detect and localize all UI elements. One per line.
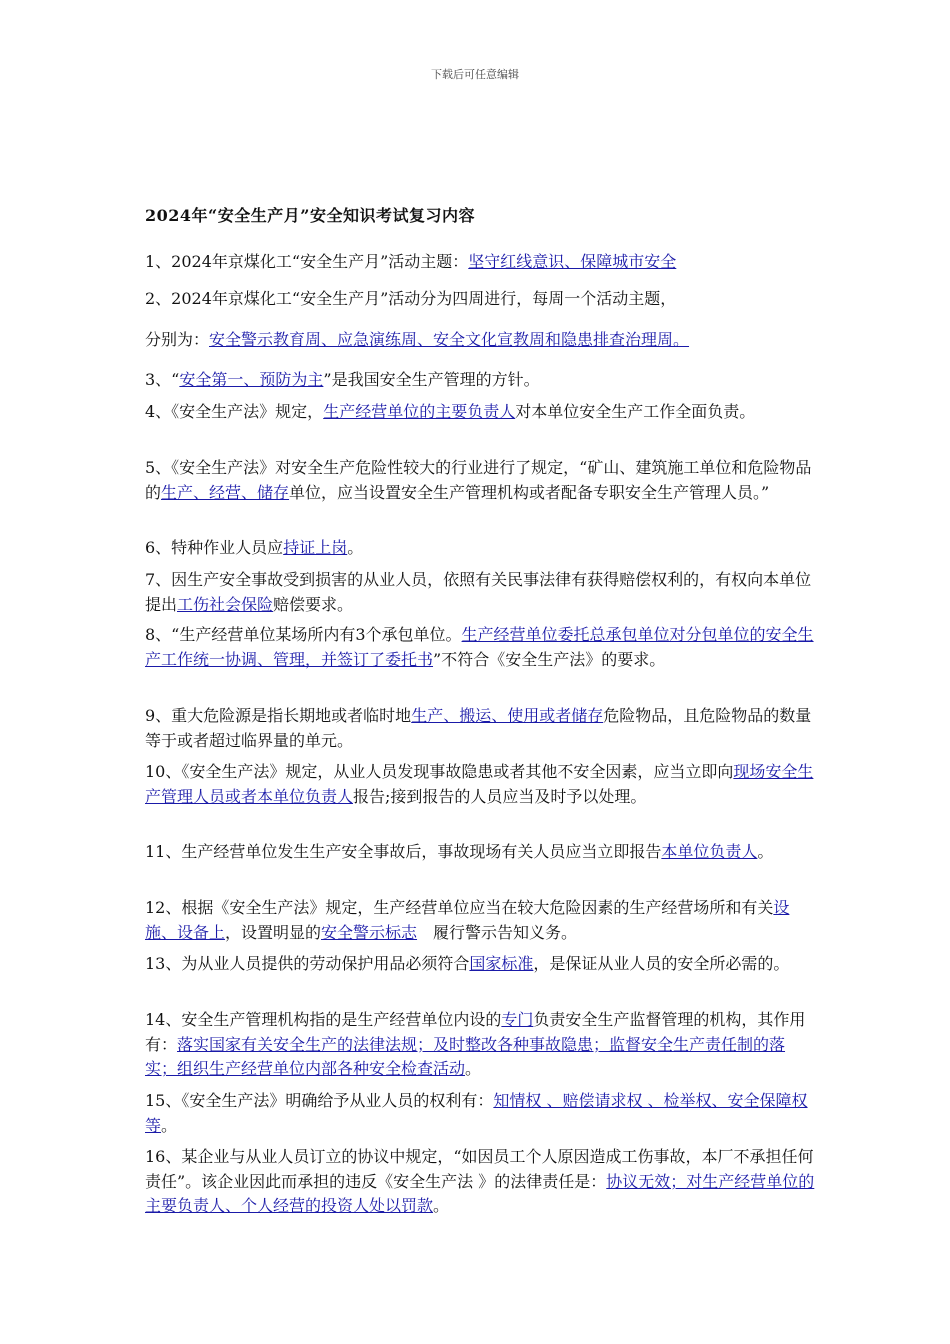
question-13: [145, 952, 815, 977]
question-text: 7、因生产安全事故受到损害的从业人员，依照有关民事法律有获得赔偿权利的，有权向本单位提出: [145, 570, 812, 614]
answer-text: 落实国家有关安全生产的法律法规；及时整改各种事故隐患；监督安全生产责任制的落实；组织生产经营单位内部各种安全检查活动: [145, 1034, 786, 1078]
question-text: 4、《安全生产法》规定，: [145, 402, 324, 421]
question-text: 报告;接到报告的人员应当及时予以处理。: [353, 786, 647, 806]
question-text: 8、“生产经营单位某场所内有3个承包单位。: [145, 625, 462, 644]
question-text: 对本单位安全生产工作全面负责。: [515, 402, 756, 421]
question-text: ，是保证从业人员的安全所必需的。: [533, 954, 790, 973]
question-text: 10、《安全生产法》规定，从业人员发现事故隐患或者其他不安全因素，应当立即向: [145, 762, 734, 781]
question-text: 。: [465, 1059, 482, 1078]
question-15: [145, 1089, 815, 1138]
question-text: 1、2024年京煤化工“安全生产月”活动主题：: [145, 252, 469, 271]
question-text: 13、为从业人员提供的劳动保护用品必须符合: [145, 954, 470, 973]
question-2-line-2: [145, 328, 815, 353]
question-text: 赔偿要求。: [273, 594, 354, 614]
question-text: 2、2024年京煤化工“安全生产月”活动分为四周进行，每周一个活动主题，: [145, 289, 677, 308]
question-text: 。: [347, 538, 364, 557]
question-text: 9、重大危险源是指长期地或者临时地: [145, 706, 412, 725]
question-text: 履行警示告知义务。: [417, 922, 578, 942]
question-2-line-1: [145, 287, 815, 312]
answer-text: 生产经营单位的主要负责人: [323, 402, 516, 421]
question-12: [145, 896, 815, 945]
question-3: [145, 368, 815, 393]
question-text: 16、某企业与从业人员订立的协议中规定，“如因员工个人原因造成工伤事故，本厂不承担任何责任”。该企业因此而承担的违反《安全生产法 》的法律责任是：: [145, 1147, 814, 1191]
answer-text: 安全警示教育周、应急演练周、安全文化宣教周和隐患排查治理周。: [209, 330, 690, 349]
question-text: 危险物品，且危险物品的数量等于或者超过临界量的单元。: [145, 706, 812, 750]
question-text: 3、“: [145, 370, 180, 389]
document-title: 2024年“安全生产月”安全知识考试复习内容: [145, 206, 475, 225]
answer-text: 工伤社会保险: [177, 594, 274, 614]
answer-text: 生产、经营、储存: [161, 482, 290, 502]
answer-text: 设施、设备上: [145, 898, 790, 942]
answer-text: 协议无效；对生产经营单位的主要负责人、个人经营的投资人处以罚款: [145, 1171, 815, 1215]
question-1: [145, 250, 815, 275]
question-text: 11、生产经营单位发生生产安全事故后，事故现场有关人员应当立即报告: [145, 842, 662, 861]
question-6: [145, 536, 815, 561]
question-text: 5、《安全生产法》对安全生产危险性较大的行业进行了规定，“矿山、建筑施工单位和危险物品的: [145, 458, 812, 502]
question-text: 14、安全生产管理机构指的是生产经营单位内设的: [145, 1010, 502, 1029]
answer-text: 安全警示标志: [321, 922, 418, 942]
answer-text: 生产经营单位委托总承包单位对分包单位的安全生产工作统一协调、管理，并签订了委托书: [145, 625, 814, 669]
header-note: 下载后可任意编辑: [431, 68, 519, 81]
question-9: [145, 704, 815, 753]
answer-text: 专门: [501, 1010, 534, 1029]
answer-text: 现场安全生产管理人员或者本单位负责人: [145, 762, 814, 806]
answer-text: 生产、搬运、使用或者储存: [411, 706, 604, 725]
question-text: 15、《安全生产法》明确给予从业人员的权利有：: [145, 1091, 494, 1110]
question-7: [145, 568, 815, 617]
question-text: 单位，应当设置安全生产管理机构或者配备专职安全生产管理人员。”: [289, 482, 770, 502]
question-5: [145, 456, 815, 505]
question-text: 。: [433, 1196, 450, 1215]
question-10: [145, 760, 815, 809]
question-text: 。: [161, 1115, 178, 1135]
question-11: [145, 840, 815, 865]
question-16: [145, 1145, 815, 1219]
answer-text: 坚守红线意识、保障城市安全: [468, 252, 677, 271]
question-text: ，设置明显的: [225, 922, 322, 942]
question-text: 分别为：: [145, 330, 210, 349]
answer-text: 本单位负责人: [661, 842, 758, 861]
question-4: [145, 400, 815, 425]
question-text: ”不符合《安全生产法》的要求。: [433, 649, 666, 669]
answer-text: 安全第一、预防为主: [179, 370, 324, 389]
question-text: ”是我国安全生产管理的方针。: [323, 370, 540, 389]
question-text: 12、根据《安全生产法》规定，生产经营单位应当在较大危险因素的生产经营场所和有关: [145, 898, 774, 917]
answer-text: 国家标准: [469, 954, 534, 973]
question-14: [145, 1008, 815, 1082]
question-text: 。: [757, 842, 774, 861]
question-text: 6、特种作业人员应: [145, 538, 284, 557]
answer-text: 知情权 、赔偿请求权 、检举权、安全保障权等: [145, 1091, 808, 1135]
answer-text: 持证上岗: [283, 538, 348, 557]
question-8: [145, 623, 815, 672]
question-text: 负责安全生产监督管理的机构，其作用有：: [145, 1010, 806, 1054]
